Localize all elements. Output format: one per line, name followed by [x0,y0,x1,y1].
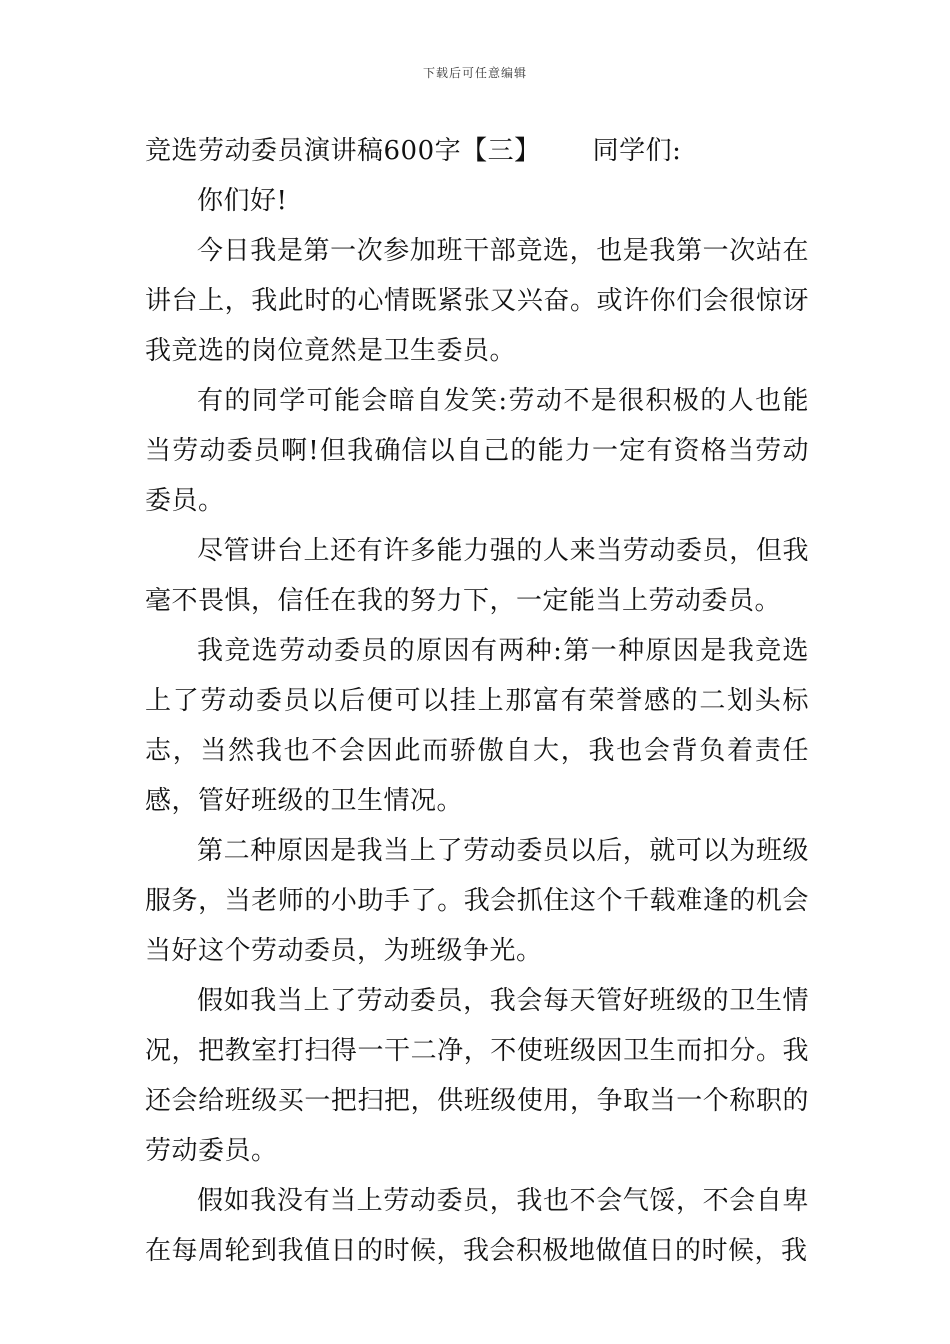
paragraph-reason-one: 我竞选劳动委员的原因有两种:第一种原因是我竞选上了劳动委员以后便可以挂上那富有荣誉感的二划头标志，当然我也不会因此而骄傲自大，我也会背负着责任感，管好班级的卫生情况。 [145,636,809,816]
paragraph-plan: 假如我当上了劳动委员，我会每天管好班级的卫生情况，把教室打扫得一干二净，不使班级因卫生而扣分。我还会给班级买一把扫把，供班级使用，争取当一个称职的劳动委员。 [145,986,809,1166]
paragraph-courage: 尽管讲台上还有许多能力强的人来当劳动委员，但我毫不畏惧，信任在我的努力下，一定能当上劳动委员。 [145,536,809,616]
title-line [145,126,809,176]
header-note: 下载后可任意编辑 [422,66,527,80]
paragraph-intro: 今日我是第一次参加班干部竞选，也是我第一次站在讲台上，我此时的心情既紧张又兴奋。或许你们会很惊讶我竞选的岗位竟然是卫生委员。 [145,236,809,366]
paragraph-confidence: 有的同学可能会暗自发笑:劳动不是很积极的人也能当劳动委员啊!但我确信以自己的能力一定有资格当劳动委员。 [145,386,809,516]
salutation: 同学们: [592,136,682,166]
paragraph-if-not-elected: 假如我没有当上劳动委员，我也不会气馁，不会自卑在每周轮到我值日的时候，我会积极地做值日的时候，我 [145,1186,809,1266]
document-body [145,126,809,1276]
paragraph-reason-two: 第二种原因是我当上了劳动委员以后，就可以为班级服务，当老师的小助手了。我会抓住这个千载难逢的机会当好这个劳动委员，为班级争光。 [145,836,809,966]
document-title: 竞选劳动委员演讲稿600字【三】 [145,136,541,166]
paragraph-greeting: 你们好! [197,186,288,216]
